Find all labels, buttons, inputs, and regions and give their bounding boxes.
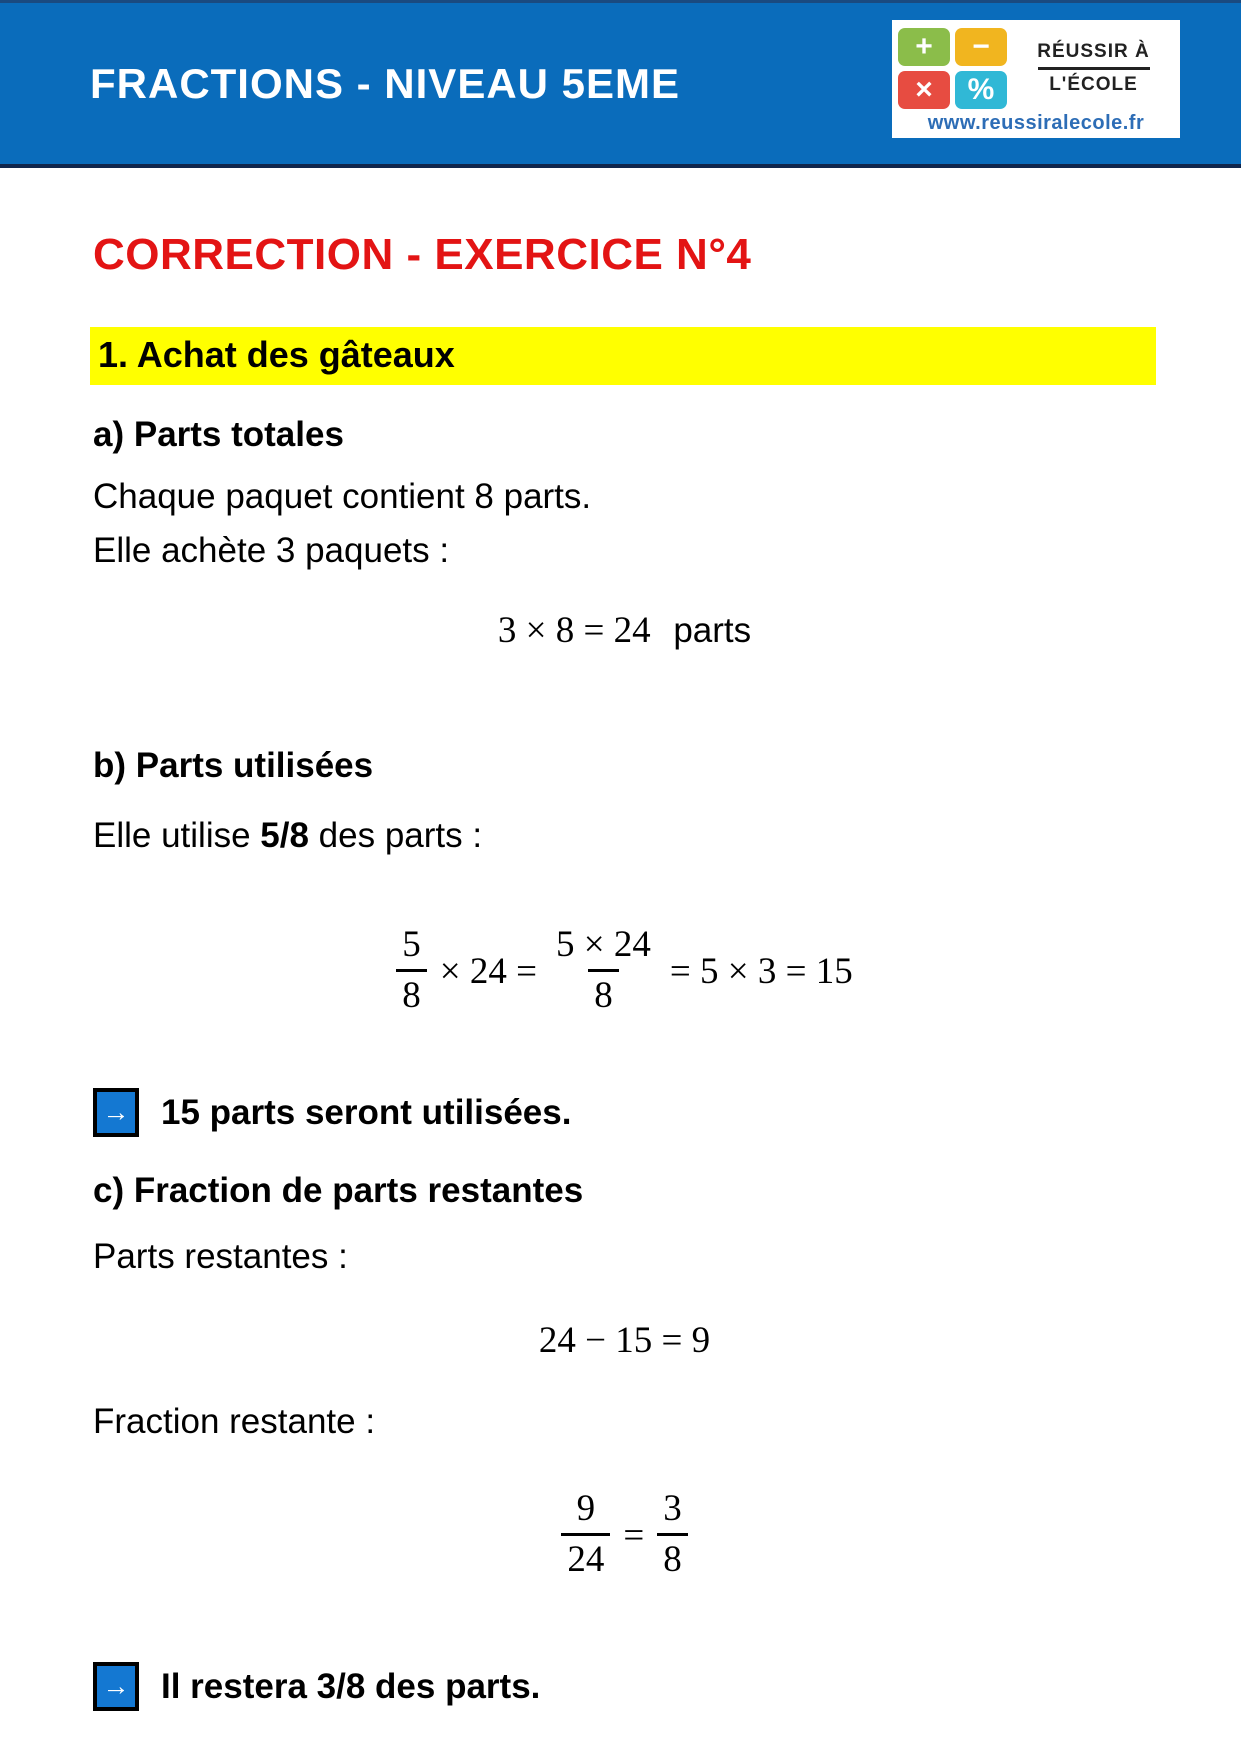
logo-website-url: www.reussiralecole.fr	[927, 112, 1145, 134]
equation-parts-remaining: 24 − 15 = 9	[538, 1320, 711, 1361]
brand-line-top: RÉUSSIR À	[1037, 40, 1150, 62]
logo-operator-tiles	[898, 25, 1007, 111]
brand-logo	[892, 20, 1180, 138]
conclusion-text: 15 parts seront utilisées.	[161, 1092, 572, 1132]
equation-suffix: parts	[663, 610, 752, 650]
text-line: Parts restantes :	[93, 1237, 348, 1276]
text-line	[93, 816, 1156, 856]
conclusion-row	[93, 1088, 1156, 1137]
denominator: 8	[588, 969, 619, 1016]
fraction	[657, 1490, 688, 1580]
logo-top	[898, 25, 1174, 111]
main-content	[0, 230, 1241, 1755]
numerator: 9	[576, 1488, 596, 1530]
conclusion-row	[93, 1662, 1156, 1711]
text-line: Elle achète 3 paquets :	[93, 531, 450, 570]
numerator: 3	[663, 1488, 682, 1530]
conclusion-text: Il restera 3/8 des parts.	[161, 1666, 541, 1706]
arrow-icon: →	[93, 1088, 139, 1137]
equals-sign: =	[623, 1514, 645, 1556]
equation-math: 3 × 8 = 24	[497, 610, 651, 651]
fraction	[561, 1490, 610, 1580]
text-suffix: des parts :	[308, 816, 483, 855]
equation-parts-total	[93, 609, 1156, 652]
text-line: Chaque paquet contient 8 parts.	[93, 477, 592, 516]
subheading-a: a) Parts totales	[93, 415, 344, 454]
header-banner	[0, 0, 1241, 168]
subheading-b: b) Parts utilisées	[93, 746, 374, 785]
logo-brand-text	[1013, 25, 1174, 111]
text-line: Fraction restante :	[93, 1402, 376, 1441]
multiply-icon: ×	[898, 71, 950, 109]
plus-icon: +	[898, 28, 950, 66]
page-title: FRACTIONS - NIVEAU 5EME	[90, 59, 681, 107]
subheading-c: c) Fraction de parts restantes	[93, 1171, 584, 1210]
divide-icon: %	[955, 71, 1007, 109]
numerator: 5 × 24	[556, 924, 651, 966]
arrow-icon: →	[93, 1662, 139, 1711]
correction-title: CORRECTION - EXERCICE N°4	[93, 230, 752, 279]
section-heading: 1. Achat des gâteaux	[98, 334, 455, 375]
section-heading-highlight	[90, 327, 1156, 385]
text-prefix: Elle utilise	[93, 816, 261, 855]
denominator: 8	[396, 969, 427, 1016]
equation-parts-used	[93, 896, 1156, 1046]
fraction-bold: 5/8	[260, 816, 309, 855]
equation-middle: × 24 =	[439, 950, 537, 992]
brand-divider	[1038, 67, 1150, 70]
denominator: 8	[657, 1533, 688, 1580]
fraction	[396, 926, 427, 1016]
fraction	[550, 926, 657, 1016]
minus-icon: −	[955, 28, 1007, 66]
numerator: 5	[402, 924, 421, 966]
denominator: 24	[561, 1533, 610, 1580]
equation-tail: = 5 × 3 = 15	[669, 950, 853, 992]
brand-line-bottom: L'ÉCOLE	[1049, 73, 1138, 95]
equation-fraction-remaining	[93, 1470, 1156, 1600]
